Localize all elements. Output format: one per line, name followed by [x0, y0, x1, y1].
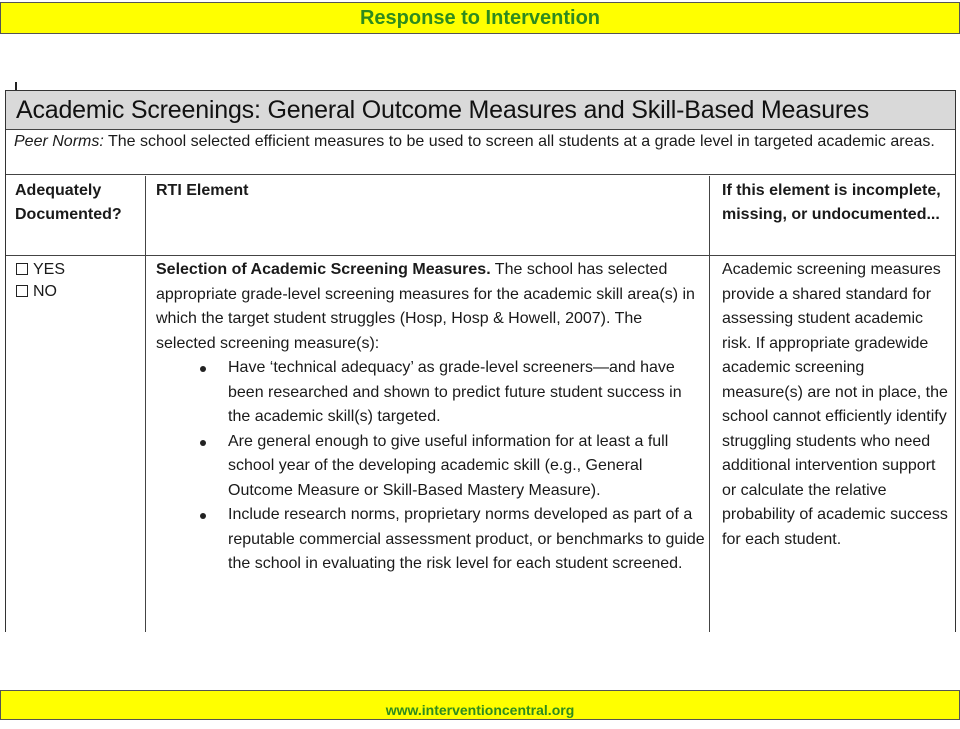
no-checkbox[interactable]: [16, 281, 57, 303]
norms-label: Peer Norms:: [14, 133, 104, 150]
checkbox-icon: [16, 263, 28, 275]
criteria-list: [156, 356, 706, 577]
header-title: Response to Intervention: [359, 7, 601, 29]
checkbox-icon: [16, 285, 28, 297]
norms-text: The school selected efficient measures to be used to screen all students at a grade level in targeted academic areas.: [103, 133, 935, 150]
bullet-text: Are general enough to give useful information for at least a full school year of the developing academic skill (e.g., General Outcome Measure or Skill-Based Mastery Measure).: [228, 432, 669, 499]
list-item: [228, 430, 706, 504]
element-heading: Selection of Academic Screening Measures.: [156, 261, 491, 278]
footer-url[interactable]: www.interventioncentral.org: [385, 702, 575, 718]
header-missing: If this element is incomplete, missing, or undocumented...: [722, 182, 941, 223]
yes-checkbox[interactable]: [16, 259, 65, 281]
bullet-text: Have ‘technical adequacy’ as grade-level screeners—and have been researched and shown to predict future student success in the academic skill(s) targeted.: [228, 359, 682, 425]
yes-label: YES: [33, 261, 66, 278]
document-table: [5, 90, 956, 632]
bullet-icon: [200, 440, 206, 446]
peer-norms: [6, 130, 955, 175]
rti-element-cell: [156, 258, 706, 577]
element-paragraph: [156, 258, 706, 356]
bullet-icon: [200, 513, 206, 519]
header-element: RTI Element: [156, 182, 249, 199]
element-text: The school has selected appropriate grade-level screening measures for the academic skill area(s) in which the target student struggles (Hosp, Hosp & Howell, 2007). The selected screening measure(s):: [156, 261, 695, 352]
no-label: NO: [33, 283, 57, 300]
consequence-cell: Academic screening measures provide a shared standard for assessing student academic risk. If appropriate gradewide academic screening measure(s) are not in place, the school cannot efficiently identify struggling students who need additional intervention support or calculate the relative probability of academic success for each student.: [722, 261, 948, 548]
bullet-icon: [200, 366, 206, 372]
table-header-row: [6, 176, 955, 256]
header-banner: [0, 2, 960, 34]
list-item: [228, 356, 706, 430]
list-item: [228, 503, 706, 577]
table-row: [6, 256, 955, 632]
table-body: [6, 176, 955, 632]
document-title: Academic Screenings: General Outcome Measures and Skill-Based Measures: [6, 91, 955, 130]
header-documented: Adequately Documented?: [15, 182, 122, 223]
bullet-text: Include research norms, proprietary norms developed as part of a reputable commercial assessment product, or benchmarks to guide the school in evaluating the risk level for each student screened.: [228, 506, 705, 572]
footer-banner: [0, 690, 960, 720]
